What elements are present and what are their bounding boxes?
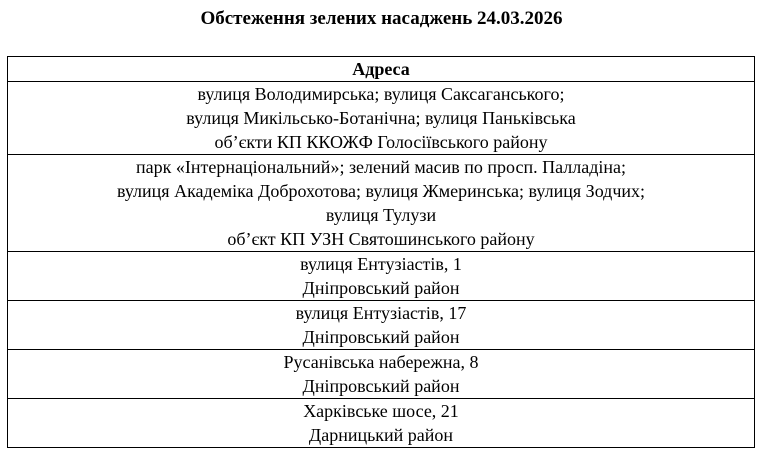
document-title: Обстеження зелених насаджень 24.03.2026 <box>200 8 563 29</box>
address-cell <box>8 155 755 252</box>
address-cell <box>8 82 755 155</box>
address-line: вулиця Ентузіастів, 17 <box>295 303 467 323</box>
address-line: вулиця Академіка Доброхотова; вулиця Жмеринська; вулиця Зодчих; <box>116 181 646 201</box>
address-line: об’єкти КП ККОЖФ Голосіївського району <box>214 132 548 152</box>
address-line: вулиця Микільсько-Ботанічна; вулиця Паньківська <box>186 108 576 128</box>
address-cell <box>8 252 755 301</box>
table-row <box>8 252 755 301</box>
address-line: Харківське шосе, 21 <box>303 401 459 421</box>
address-line: Дніпровський район <box>302 376 460 396</box>
table-row <box>8 155 755 252</box>
table-row <box>8 399 755 448</box>
address-table <box>7 56 755 448</box>
address-line: вулиця Володимирська; вулиця Саксаганського; <box>197 84 565 104</box>
address-line: Русанівська набережна, 8 <box>283 352 479 372</box>
address-cell <box>8 301 755 350</box>
table-header-row <box>8 57 755 82</box>
address-line: Дніпровський район <box>302 278 460 298</box>
address-line: парк «Інтернаціональний»; зелений масив по просп. Палладіна; <box>135 157 627 177</box>
address-line: Дніпровський район <box>302 327 460 347</box>
table-row <box>8 301 755 350</box>
address-cell <box>8 350 755 399</box>
address-line: Дарницький район <box>308 425 454 445</box>
column-header-address: Адреса <box>8 57 755 82</box>
address-line: вулиця Тулузи <box>325 205 437 225</box>
address-cell <box>8 399 755 448</box>
table-row <box>8 82 755 155</box>
table-row <box>8 350 755 399</box>
address-line: вулиця Ентузіастів, 1 <box>300 254 462 274</box>
address-line: об’єкт КП УЗН Святошинського району <box>227 229 535 249</box>
